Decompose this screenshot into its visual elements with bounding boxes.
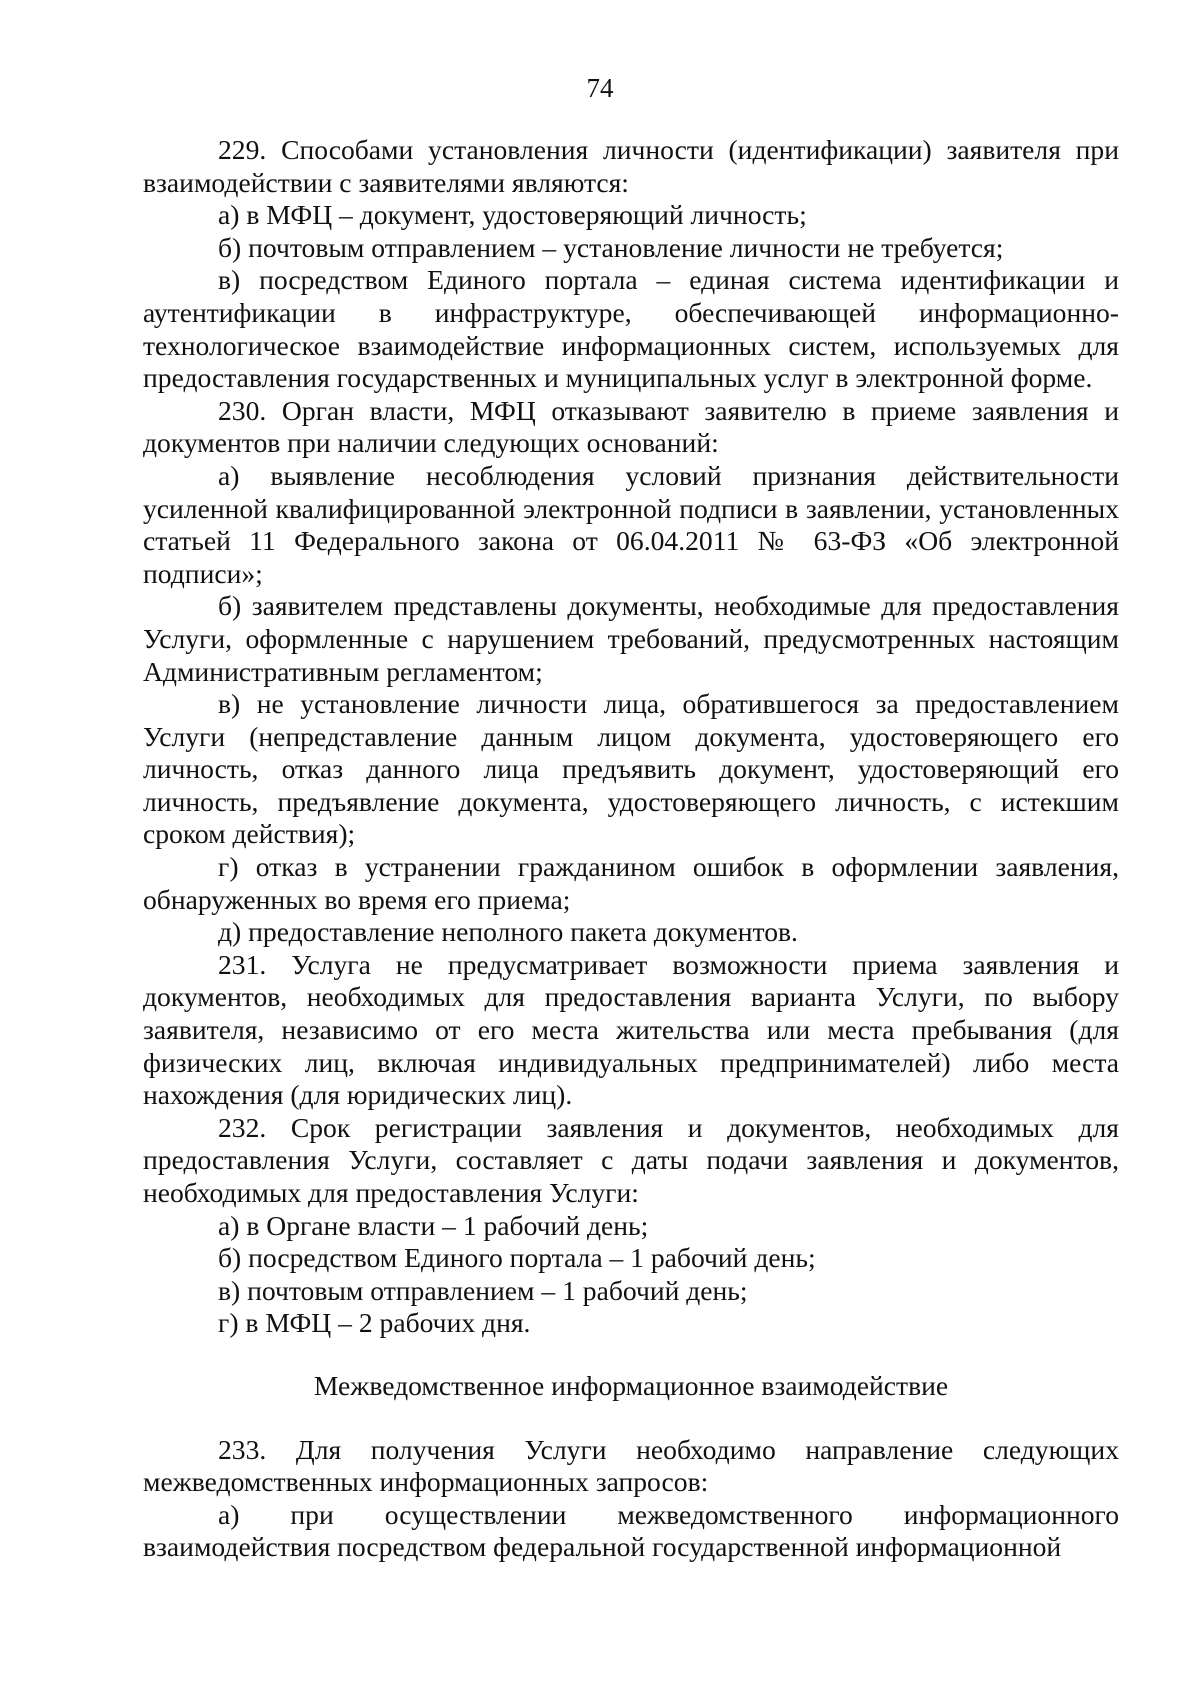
document-body	[143, 134, 1119, 1564]
paragraph-233: 233. Для получения Услуги необходимо направление следующих межведомственных информационных запросов:	[143, 1433, 1119, 1498]
list-item-232-g: г) в МФЦ – 2 рабочих дня.	[218, 1307, 531, 1339]
list-item-230-v: в) не установление личности лица, обратившегося за предоставлением Услуги (непредставление данным лицом документа, удостоверяющего его личность, отказ данного лица предъявить документ, удостоверяющий его личность, предъявление документа, удостоверяющего личность, с истекшим сроком действия);	[143, 688, 1119, 850]
paragraph-229: 229. Способами установления личности (идентификации) заявителя при взаимодействии с заявителями являются:	[143, 134, 1119, 198]
list-item-232-a: а) в Органе власти – 1 рабочий день;	[218, 1209, 649, 1241]
list-item-232-b: б) посредством Единого портала – 1 рабочий день;	[218, 1242, 816, 1274]
list-item-230-d: д) предоставление неполного пакета документов.	[218, 916, 798, 948]
section-heading: Межведомственное информационное взаимодействие	[313, 1369, 949, 1401]
list-item-229-a: а) в МФЦ – документ, удостоверяющий личность;	[218, 199, 807, 231]
list-item-230-a: а) выявление несоблюдения условий признания действительности усиленной квалифицированной электронной подписи в заявлении, установленных статьей 11 Федерального закона от 06.04.2011 № 63-ФЗ «Об электронной подписи»;	[143, 459, 1119, 589]
page-number: 74	[586, 73, 614, 103]
list-item-229-b: б) почтовым отправлением – установление личности не требуется;	[218, 231, 1004, 263]
list-item-233-a: а) при осуществлении межведомственного информационного взаимодействия посредством федеральной государственной информационной	[143, 1498, 1119, 1563]
paragraph-231: 231. Услуга не предусматривает возможности приема заявления и документов, необходимых для предоставления варианта Услуги, по выбору заявителя, независимо от его места жительства или места пребывания (для физических лиц, включая индивидуальных предпринимателей) либо места нахождения (для юридических лиц).	[143, 948, 1119, 1111]
list-item-230-g: г) отказ в устранении гражданином ошибок в оформлении заявления, обнаруженных во время его приема;	[143, 851, 1119, 915]
list-item-229-v: в) посредством Единого портала – единая система идентификации и аутентификации в инфраструктуре, обеспечивающей информационно-технологическое взаимодействие информационных систем, используемых для предоставления государственных и муниципальных услуг в электронной форме.	[143, 264, 1119, 394]
paragraph-230: 230. Орган власти, МФЦ отказывают заявителю в приеме заявления и документов при наличии следующих оснований:	[143, 394, 1119, 459]
paragraph-232: 232. Срок регистрации заявления и документов, необходимых для предоставления Услуги, составляет с даты подачи заявления и документов, необходимых для предоставления Услуги:	[143, 1111, 1119, 1208]
list-item-232-v: в) почтовым отправлением – 1 рабочий день;	[218, 1274, 748, 1306]
list-item-230-b: б) заявителем представлены документы, необходимые для предоставления Услуги, оформленные с нарушением требований, предусмотренных настоящим Административным регламентом;	[143, 590, 1119, 687]
